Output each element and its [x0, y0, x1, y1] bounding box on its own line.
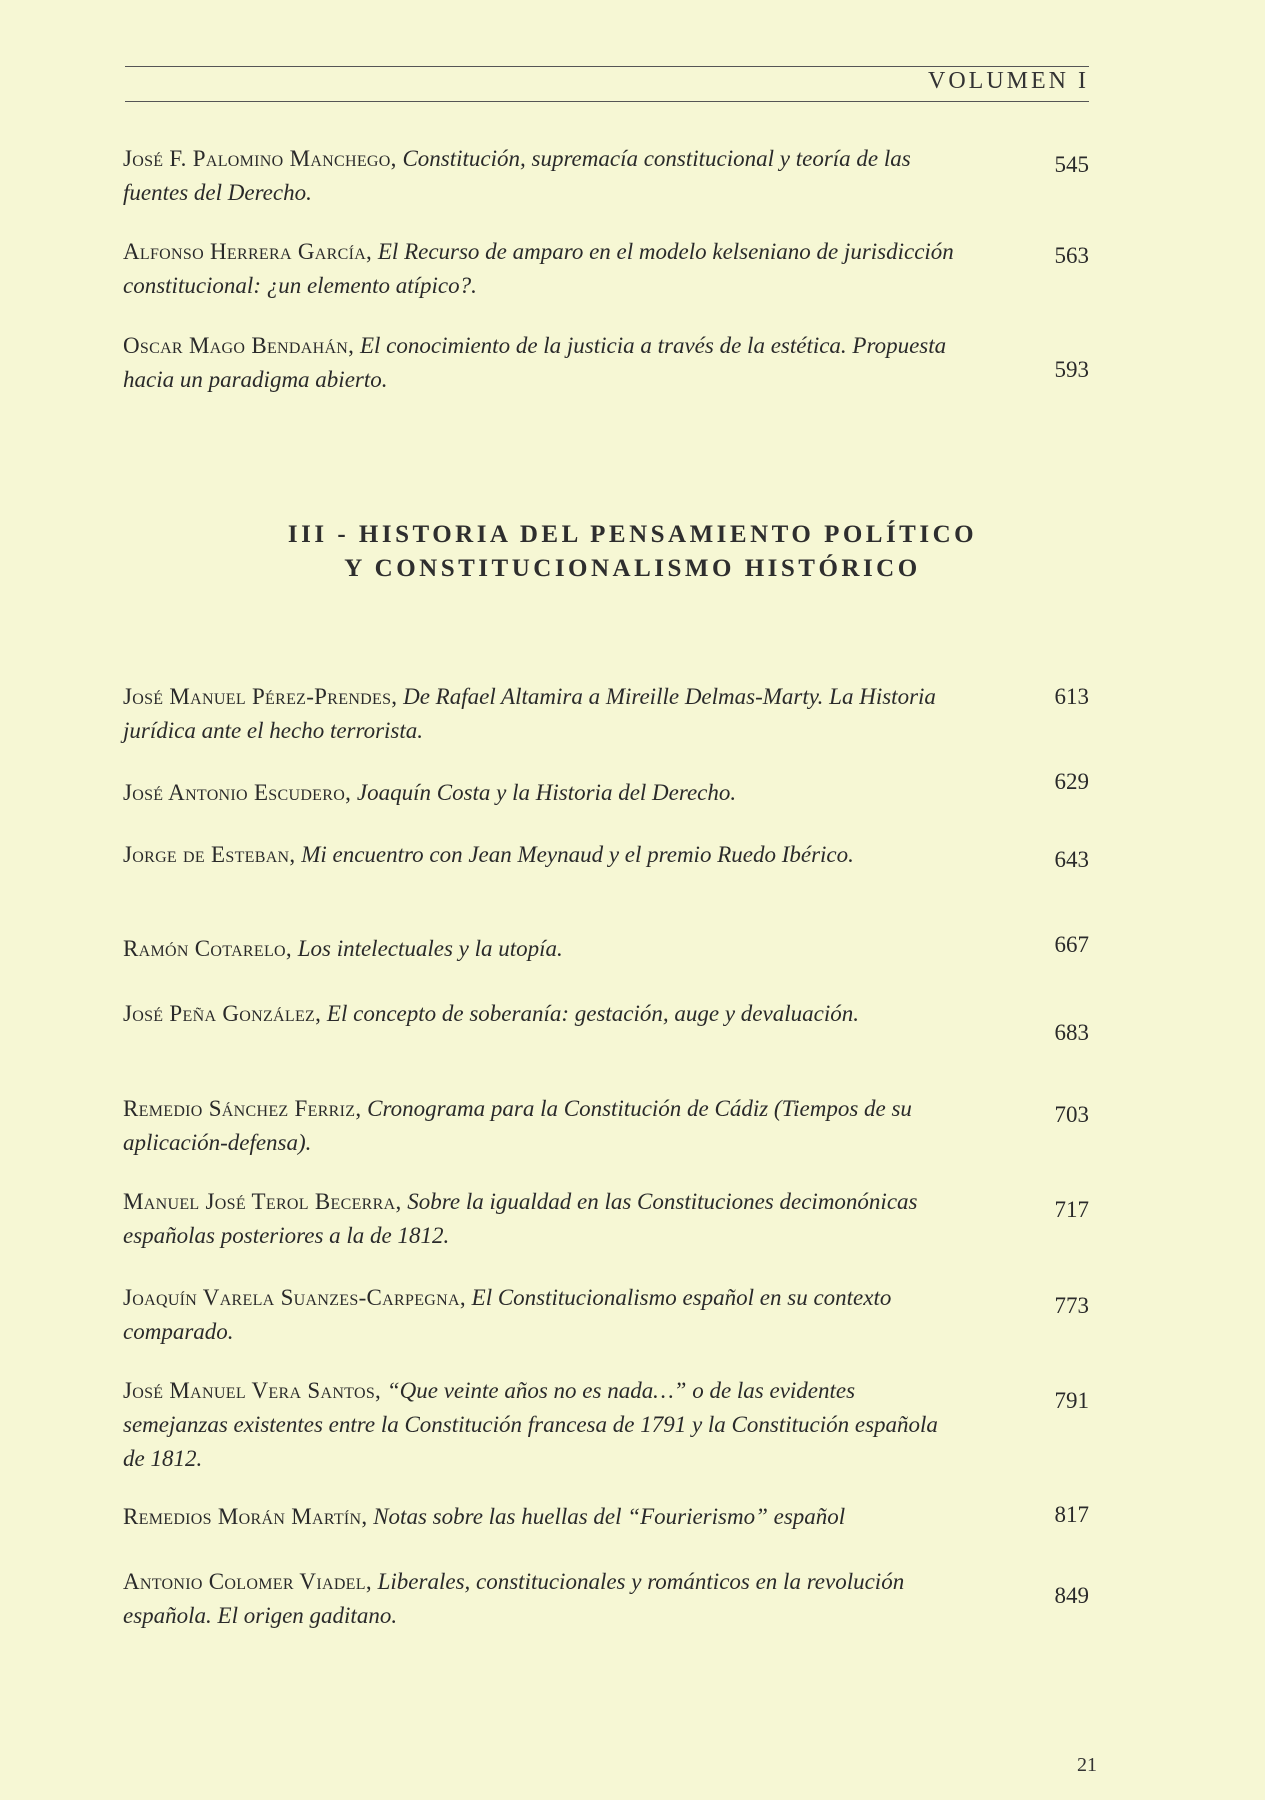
running-head: VOLUMEN I — [928, 68, 1089, 94]
entry-page-number: 773 — [1054, 1293, 1089, 1318]
entry-author: Remedios Morán Martín, — [123, 1504, 368, 1529]
entry-title: Joaquín Costa y la Historia del Derecho. — [351, 780, 737, 805]
entry-title: El Recurso de amparo en el modelo kelseniano de jurisdicción constitucional: ¿un elemento atípico?. — [123, 239, 954, 298]
toc-entry — [123, 1565, 1089, 1633]
entry-author: Alfonso Herrera García, — [123, 239, 373, 264]
toc-entry — [123, 142, 1089, 210]
section-heading-line-2: Y CONSTITUCIONALISMO HISTÓRICO — [344, 555, 921, 582]
entry-author: José Peña González, — [123, 1001, 322, 1026]
entry-title: El concepto de soberanía: gestación, auge y devaluación. — [321, 1001, 859, 1026]
toc-entry — [123, 997, 1089, 1045]
entry-page-number: 717 — [1054, 1197, 1089, 1222]
entry-author: Joaquín Varela Suanzes-Carpegna, — [123, 1285, 466, 1310]
entry-title: El conocimiento de la justicia a través de la estética. Propuesta hacia un paradigma abierto. — [123, 333, 947, 392]
toc-entry — [123, 235, 1089, 303]
toc-entry — [123, 1374, 1089, 1476]
toc-entry — [123, 680, 1089, 748]
entry-author: Remedio Sánchez Ferriz, — [123, 1096, 362, 1121]
entry-title: Cronograma para la Constitución de Cádiz (Tiempos de su aplicación-defensa). — [123, 1096, 912, 1155]
entry-page-number: 563 — [1054, 243, 1089, 268]
entry-author: Oscar Mago Bendahán, — [123, 333, 355, 358]
entry-title: El Constitucionalismo español en su contexto comparado. — [123, 1285, 892, 1344]
page-folio: 21 — [1077, 1754, 1097, 1776]
entry-title: Los intelectuales y la utopía. — [291, 936, 563, 961]
entry-page-number: 703 — [1054, 1102, 1089, 1127]
entry-page-number: 629 — [1054, 769, 1089, 794]
entry-page-number: 683 — [1054, 1020, 1089, 1045]
header-rule-top — [125, 66, 1089, 67]
entry-page-number: 613 — [1054, 684, 1089, 709]
toc-entry — [123, 1281, 1089, 1349]
entry-page-number: 593 — [1054, 357, 1089, 382]
entry-title: Mi encuentro con Jean Meynaud y el premio Ruedo Ibérico. — [295, 842, 854, 867]
entry-title: Notas sobre las huellas del “Fourierismo” español — [367, 1504, 846, 1529]
entry-author: Manuel José Terol Becerra, — [123, 1189, 402, 1214]
toc-entry — [123, 769, 1089, 810]
section-heading-line-1: III - HISTORIA DEL PENSAMIENTO POLÍTICO — [287, 521, 978, 548]
toc-entry — [123, 1500, 1089, 1534]
entry-author: Ramón Cotarelo, — [123, 936, 292, 961]
entry-author: Jorge de Esteban, — [123, 842, 296, 867]
entry-page-number: 791 — [1054, 1388, 1089, 1413]
entry-title: De Rafael Altamira a Mireille Delmas-Marty. La Historia jurídica ante el hecho terrorista. — [123, 684, 936, 743]
section-heading — [0, 518, 1265, 586]
entry-author: José Manuel Vera Santos, — [123, 1378, 382, 1403]
toc-entry — [123, 1185, 1089, 1253]
entry-page-number: 817 — [1054, 1502, 1089, 1527]
toc-entry — [123, 329, 1089, 397]
entry-page-number: 849 — [1054, 1583, 1089, 1608]
toc-entry — [123, 932, 1089, 966]
entry-page-number: 667 — [1054, 932, 1089, 957]
entry-title: Sobre la igualdad en las Constituciones decimonónicas españolas posteriores a la de 1812. — [123, 1189, 918, 1248]
entry-author: Antonio Colomer Viadel, — [123, 1569, 372, 1594]
entry-title: “Que veinte años no es nada…” o de las evidentes semejanzas existentes entre la Constitución francesa de 1791 y la Constitución española de 1812. — [123, 1378, 938, 1471]
toc-entry — [123, 1092, 1089, 1160]
entry-title: Constitución, supremacía constitucional y teoría de las fuentes del Derecho. — [123, 146, 911, 205]
entry-author: José Manuel Pérez-Prendes, — [123, 684, 398, 709]
entry-page-number: 545 — [1054, 152, 1089, 177]
header-rule-bottom — [125, 101, 1089, 102]
entry-author: José Antonio Escudero, — [123, 780, 352, 805]
entry-title: Liberales, constitucionales y románticos en la revolución española. El origen gaditano. — [123, 1569, 905, 1628]
entry-page-number: 643 — [1054, 847, 1089, 872]
entry-author: José F. Palomino Manchego, — [123, 146, 397, 171]
toc-entry — [123, 838, 1089, 872]
